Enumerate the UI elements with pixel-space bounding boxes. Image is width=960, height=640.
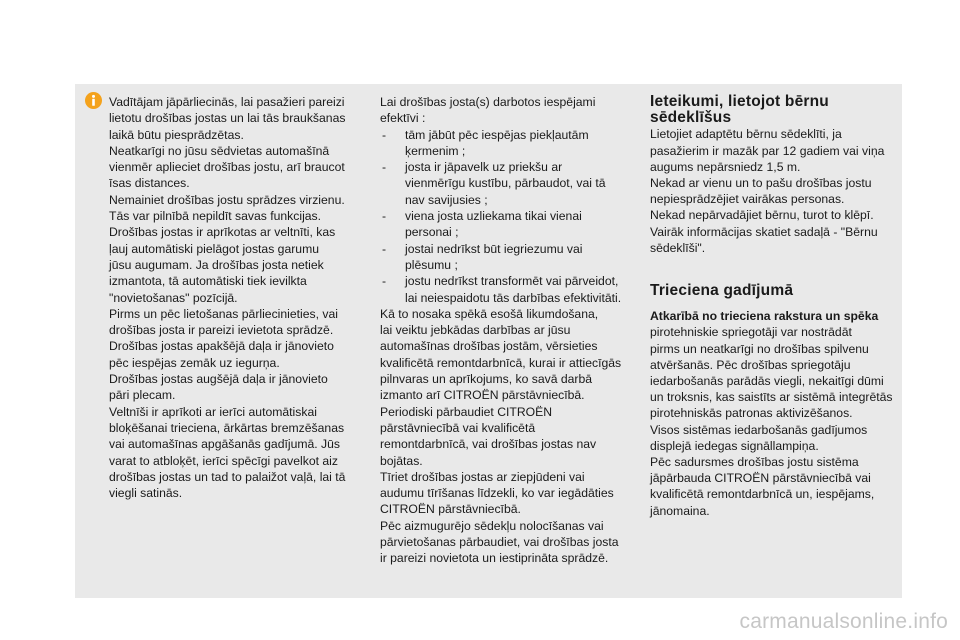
impact-heading: Trieciena gadījumā	[650, 282, 794, 300]
seatbelt-care-intro: Lai drošības josta(s) darbotos iespējami efektīvi :	[380, 95, 596, 126]
seatbelt-instructions-text: Vadītājam jāpārliecinās, lai pasažieri pareizi lietotu drošības jostas un lai tās braukšanas laikā būtu piesprādzētas. Neatkarīgi no jūsu sēdvietas automašīnā vienmēr aplieciet drošības jostu, arī braucot īsas distances. Nemainiet drošības jostu sprādzes virzienu. Tās var pilnībā nepildīt savas funkcijas. Drošības jostas ir aprīkotas ar veltnīti, kas ļauj automātiski pielāgot jostas garumu jūsu augumam. Ja drošības josta netiek izmantota, tā automātiski tiek ievilkta "novietošanas" pozīcijā. Pirms un pēc lietošanas pārliecinieties, vai drošības josta ir pareizi ievietota sprādzē. Drošības jostas apakšējā daļa ir jānovieto pēc iespējas zemāk uz iegurņa. Drošības jostas augšējā daļa ir jānovieto pāri plecam. Veltnīši ir aprīkoti ar ierīci automātiskai bloķēšanai trieciena, ārkārtas bremzēšanas vai automašīnas apgāšanās gadījumā. Jūs varat to atbloķēt, ierīci spēcīgi pavelkot aiz drošības jostas un tad to palaižot vaļā, lai tā viegli satinās.	[109, 95, 346, 501]
column-child-seats-and-impact	[650, 94, 900, 519]
list-item: - jostai nedrīkst būt iegriezumu vai plēsumu ;	[380, 241, 638, 274]
info-icon	[85, 92, 102, 109]
child-seat-heading: Ieteikumi, lietojot bērnu sēdeklīšus	[650, 93, 829, 127]
watermark: carmanualsonline.info	[739, 610, 948, 633]
column-seatbelt-care	[380, 94, 638, 567]
seatbelt-care-text: Kā to nosaka spēkā esošā likumdošana, lai veiktu jebkādas darbības ar jūsu automašīnas drošības jostām, vērsieties kvalificētā remontdarbnīcā, kurai ir attiecīgās pilnvaras un aprīkojums, ko savā darbā izmanto arī CITROËN pārstāvniecībā. Periodiski pārbaudiet CITROËN pārstāvniecībā vai kvalificētā remontdarbnīcā, vai drošības jostas nav bojātas. Tīriet drošības jostas ar ziepjūdeni vai audumu tīrīšanas līdzekli, ko var iegādāties CITROËN pārstāvniecībā. Pēc aizmugurējo sēdekļu nolocīšanas vai pārvietošanas pārbaudiet, vai drošības josta ir pareizi novietota un iestiprināta sprādzē.	[380, 306, 622, 566]
list-item: - josta ir jāpavelk uz priekšu ar vienmērīgu kustību, pārbaudot, vai tā nav savijusies ;	[380, 159, 638, 208]
seatbelt-requirements-list	[380, 127, 638, 306]
column-seatbelt-instructions	[109, 94, 371, 501]
impact-text: pirotehniskie spriegotāji var nostrādāt pirms un neatkarīgi no drošības spilvenu atvēršanās. Pēc drošības spriegotāju iedarbošanās parādās viegli, nekaitīgi dūmi un troksnis, kas saistīts ar sistēmā integrētās pirotehniskās patronas aktivizēšanos. Visos sistēmas iedarbošanās gadījumos displejā iedegas signāllampiņa. Pēc sadursmes drošības jostu sistēma jāpārbauda CITROËN pārstāvniecībā vai kvalificētā remontdarbnīcā un, iespējams, jānomaina.	[650, 325, 893, 518]
child-seat-text: Lietojiet adaptētu bērnu sēdeklīti, ja pasažierim ir mazāk par 12 gadiem vai viņa augums nepārsniedz 1,5 m. Nekad ar vienu un to pašu drošības jostu nepiesprādzējiet vairākas personas. Nekad nepārvadājiet bērnu, turot to klēpī. Vairāk informācijas skatiet sadaļā - "Bērnu sēdeklīši".	[650, 127, 885, 255]
list-item: - jostu nedrīkst transformēt vai pārveidot, lai neiespaidotu tās darbības efektivitāti.	[380, 273, 638, 306]
list-item: - viena josta uzliekama tikai vienai personai ;	[380, 208, 638, 241]
impact-subheading: Atkarībā no trieciena rakstura un spēka	[650, 309, 879, 324]
list-item: - tām jābūt pēc iespējas piekļautām ķermenim ;	[380, 127, 638, 160]
